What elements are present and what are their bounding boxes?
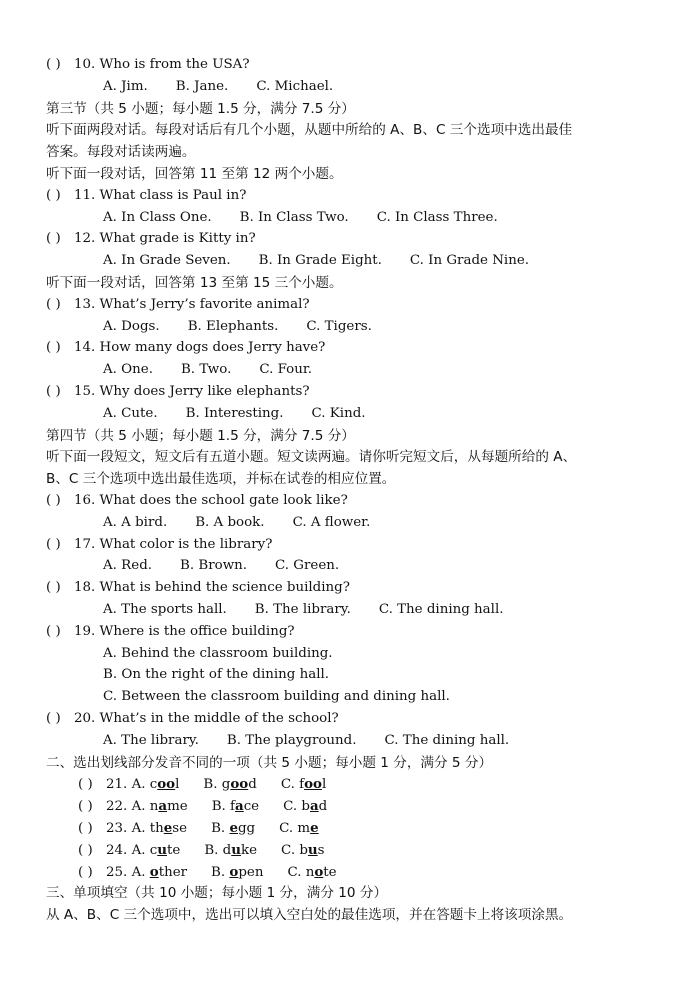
question-text: 16. What does the school gate look like? [74,493,348,508]
underlined-letters: u [231,841,241,858]
answer-blank[interactable]: ( ) [46,711,61,726]
option: C. Kind. [311,405,366,421]
underlined-letters: u [307,841,318,858]
question-line [46,492,348,510]
question-number: 22. [106,799,132,815]
option: B. duke [204,841,258,858]
answer-blank[interactable]: ( ) [46,340,61,356]
answer-options [103,318,372,336]
option: A. One. [103,362,153,378]
option: C. Green. [275,558,340,574]
answer-options [103,732,509,750]
answer-blank[interactable]: ( ) [46,231,61,247]
option: C. Michael. [256,78,334,94]
question-text: 18. What is behind the science building? [74,580,350,596]
option: A. Jim. [103,78,148,94]
option: C. A flower. [292,514,371,530]
section-heading: 听下面两段对话。每段对话后有几个小题，从题中所给的 A、B、C 三个选项中选出最佳 [46,122,573,139]
answer-blank[interactable]: ( ) [46,57,61,72]
answer-options [103,601,504,619]
option: A. A bird. [103,514,168,530]
question-number: 25. [106,864,132,880]
option: C. The dining hall. [384,732,510,748]
section-heading: 第四节（共 5 小题；每小题 1.5 分，满分 7.5 分） [46,427,355,444]
option: C. fool [280,776,327,793]
answer-blank[interactable]: ( ) [46,493,61,508]
answer-blank[interactable]: ( ) [78,864,93,880]
option: B. Interesting. [185,405,284,421]
option: B. Jane. [175,78,229,94]
underlined-letters: u [157,841,167,858]
option: C. Four. [259,362,313,378]
answer-blank[interactable]: ( ) [78,821,93,836]
question-line [46,383,310,401]
option: C. In Class Three. [376,209,498,225]
answer-blank[interactable]: ( ) [78,842,93,858]
section-heading: 三、单项填空（共 10 小题；每小题 1 分，满分 10 分） [46,885,388,902]
underlined-letters: e [163,820,173,836]
question-text: 20. What’s in the middle of the school? [74,711,339,726]
answer-options [103,209,498,227]
section-heading: 听下面一段对话，回答第 11 至第 12 两个小题。 [46,166,343,182]
section-heading: 第三节（共 5 小题；每小题 1.5 分，满分 7.5 分） [46,100,355,117]
option: C. bad [283,798,328,815]
question-text: 11. What class is Paul in? [74,187,247,203]
option: B. Two. [180,362,232,378]
question-line [46,536,272,554]
question-line [46,710,339,728]
answer-blank[interactable]: ( ) [46,536,61,552]
underlined-letters: e [229,820,238,836]
option: A. In Grade Seven. [103,253,231,269]
question-line [78,863,337,882]
answer-blank[interactable]: ( ) [78,799,93,815]
option: B. In Grade Eight. [258,253,382,269]
question-number: 24. [106,842,132,858]
question-text: 15. Why does Jerry like elephants? [74,384,310,399]
question-text: 12. What grade is Kitty in? [74,231,256,247]
option: B. face [211,798,260,815]
underlined-letters: oo [230,776,249,793]
option: A. cute [131,841,181,858]
option: B. On the right of the dining hall. [103,667,330,683]
option: C. In Grade Nine. [409,253,529,269]
option: A. other [131,863,188,880]
answer-options [103,557,339,575]
question-line [78,819,319,838]
section-heading: 听下面一段对话，回答第 13 至第 15 三个小题。 [46,275,343,291]
option: C. note [287,863,337,880]
option: B. In Class Two. [239,209,349,225]
question-line [46,339,325,357]
answer-options [103,688,450,706]
option: B. good [203,776,257,793]
option: B. Brown. [180,558,248,574]
question-line [46,56,250,74]
question-text: 19. Where is the office building? [74,623,295,639]
section-heading: B、C 三个选项中选出最佳选项，并标在试卷的相应位置。 [46,471,396,488]
question-text: 10. Who is from the USA? [74,57,250,72]
question-line [46,187,246,205]
option: C. The dining hall. [378,602,504,617]
section-heading: 答案。每段对话读两遍。 [46,144,196,161]
option: A. The library. [103,732,199,748]
underlined-letters: oo [157,776,176,793]
question-line [46,579,350,597]
option: A. cool [131,776,180,793]
question-line [78,797,327,816]
underlined-letters: a [158,798,168,815]
answer-blank[interactable]: ( ) [78,777,93,793]
answer-options [103,252,529,270]
answer-blank[interactable]: ( ) [46,296,61,312]
question-line [78,841,325,860]
option: B. egg [211,820,256,836]
option: A. Cute. [103,405,158,421]
section-heading: 从 A、B、C 三个选项中，选出可以填入空白处的最佳选项，并在答题卡上将该项涂黑。 [46,907,573,924]
question-line [46,623,295,641]
question-text: 13. What’s Jerry’s favorite animal? [74,296,310,312]
option: A. In Class One. [103,209,212,225]
option: A. Dogs. [103,318,160,334]
option: A. Red. [103,558,153,574]
option: C. bus [281,841,325,858]
option: C. me [279,820,319,836]
question-text: 14. How many dogs does Jerry have? [74,340,326,356]
underlined-letters: o [149,863,159,880]
option: A. name [131,798,188,815]
option: A. The sports hall. [103,602,227,617]
section-heading: 听下面一段短文，短文后有五道小题。短文读两遍。请你听完短文后，从每题所给的 A、 [46,449,577,466]
option: B. The playground. [226,732,357,748]
answer-blank[interactable]: ( ) [46,384,61,399]
answer-options [103,645,333,663]
underlined-letters: o [314,863,324,880]
answer-options [103,361,312,379]
underlined-letters: a [235,798,244,815]
option: C. Tigers. [306,318,372,334]
option: A. Behind the classroom building. [103,645,333,661]
question-number: 21. [106,777,132,793]
section-heading: 二、选出划线部分发音不同的一项（共 5 小题；每小题 1 分，满分 5 分） [46,754,493,771]
underlined-letters: oo [304,776,322,793]
question-line [46,296,310,314]
underlined-letters: e [310,820,319,836]
answer-options [103,666,329,684]
question-line [78,775,326,794]
answer-options [103,405,366,423]
option: B. open [211,863,264,880]
question-line [46,230,256,248]
question-number: 23. [106,821,132,836]
answer-blank[interactable]: ( ) [46,187,61,203]
option: B. Elephants. [187,318,279,334]
answer-options [103,514,370,532]
answer-options [103,78,333,96]
answer-blank[interactable]: ( ) [46,580,61,596]
underlined-letters: a [309,798,319,815]
option: B. The library. [254,602,351,617]
answer-blank[interactable]: ( ) [46,623,61,639]
option: C. Between the classroom building and dining hall. [103,689,450,705]
option: A. these [131,820,188,836]
underlined-letters: o [229,863,239,880]
option: B. A book. [195,514,265,530]
question-text: 17. What color is the library? [74,536,273,552]
